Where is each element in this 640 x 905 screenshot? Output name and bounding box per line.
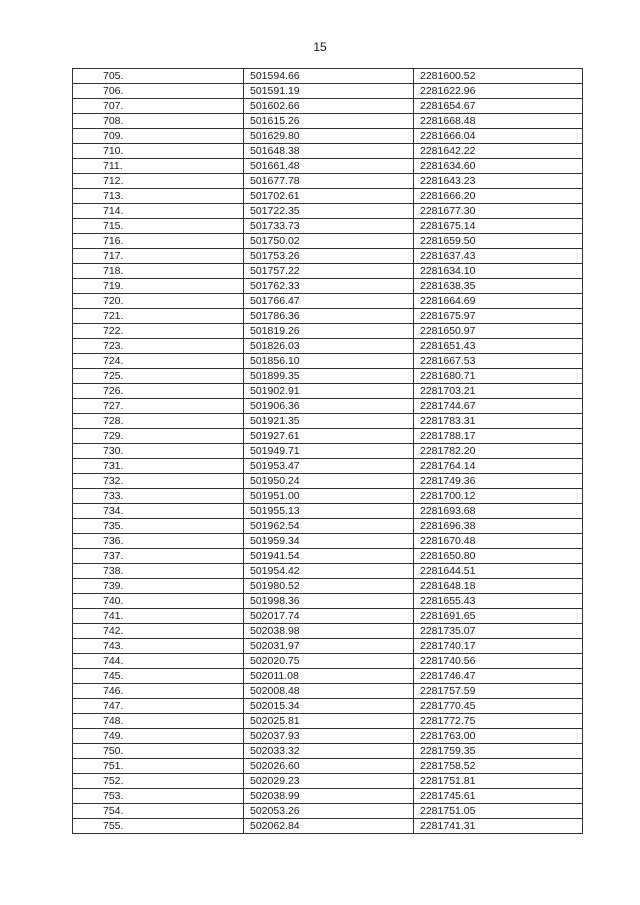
x-coordinate-cell: 502053.26: [244, 804, 414, 819]
x-coordinate-cell: 501819.26: [244, 324, 414, 339]
table-row: [73, 429, 583, 444]
y-coordinate-cell: 2281651.43: [414, 339, 583, 354]
point-number-cell: 729.: [73, 429, 244, 444]
table-row: [73, 384, 583, 399]
y-coordinate-cell: 2281758.52: [414, 759, 583, 774]
table-row: [73, 144, 583, 159]
x-coordinate-cell: 501954.42: [244, 564, 414, 579]
table-row: [73, 789, 583, 804]
table-row: [73, 519, 583, 534]
table-row: [73, 594, 583, 609]
x-coordinate-cell: 501702.61: [244, 189, 414, 204]
point-number-cell: 706.: [73, 84, 244, 99]
x-coordinate-cell: 501959.34: [244, 534, 414, 549]
table-row: [73, 714, 583, 729]
x-coordinate-cell: 502020.75: [244, 654, 414, 669]
table-row: [73, 444, 583, 459]
point-number-cell: 714.: [73, 204, 244, 219]
table-row: [73, 99, 583, 114]
point-number-cell: 747.: [73, 699, 244, 714]
x-coordinate-cell: 501927.61: [244, 429, 414, 444]
y-coordinate-cell: 2281644.51: [414, 564, 583, 579]
x-coordinate-cell: 501722.35: [244, 204, 414, 219]
point-number-cell: 739.: [73, 579, 244, 594]
point-number-cell: 744.: [73, 654, 244, 669]
x-coordinate-cell: 501629.80: [244, 129, 414, 144]
y-coordinate-cell: 2281642.22: [414, 144, 583, 159]
x-coordinate-cell: 502025.81: [244, 714, 414, 729]
x-coordinate-cell: 501980.52: [244, 579, 414, 594]
y-coordinate-cell: 2281745.61: [414, 789, 583, 804]
y-coordinate-cell: 2281749.36: [414, 474, 583, 489]
table-row: [73, 159, 583, 174]
y-coordinate-cell: 2281666.20: [414, 189, 583, 204]
x-coordinate-cell: 501941.54: [244, 549, 414, 564]
table-row: [73, 309, 583, 324]
point-number-cell: 709.: [73, 129, 244, 144]
point-number-cell: 720.: [73, 294, 244, 309]
table-row: [73, 264, 583, 279]
table-row: [73, 69, 583, 84]
point-number-cell: 718.: [73, 264, 244, 279]
point-number-cell: 719.: [73, 279, 244, 294]
y-coordinate-cell: 2281664.69: [414, 294, 583, 309]
table-row: [73, 189, 583, 204]
table-row: [73, 414, 583, 429]
y-coordinate-cell: 2281770.45: [414, 699, 583, 714]
point-number-cell: 725.: [73, 369, 244, 384]
x-coordinate-cell: 501950.24: [244, 474, 414, 489]
point-number-cell: 748.: [73, 714, 244, 729]
x-coordinate-cell: 501826.03: [244, 339, 414, 354]
point-number-cell: 754.: [73, 804, 244, 819]
point-number-cell: 742.: [73, 624, 244, 639]
table-row: [73, 249, 583, 264]
y-coordinate-cell: 2281634.10: [414, 264, 583, 279]
table-row: [73, 549, 583, 564]
table-row: [73, 759, 583, 774]
y-coordinate-cell: 2281764.14: [414, 459, 583, 474]
y-coordinate-cell: 2281666.04: [414, 129, 583, 144]
x-coordinate-cell: 501906.36: [244, 399, 414, 414]
x-coordinate-cell: 501733.73: [244, 219, 414, 234]
point-number-cell: 738.: [73, 564, 244, 579]
x-coordinate-cell: 501902.91: [244, 384, 414, 399]
table-row: [73, 294, 583, 309]
x-coordinate-cell: 502038.98: [244, 624, 414, 639]
point-number-cell: 707.: [73, 99, 244, 114]
table-row: [73, 564, 583, 579]
x-coordinate-cell: 501602.66: [244, 99, 414, 114]
y-coordinate-cell: 2281691.65: [414, 609, 583, 624]
y-coordinate-cell: 2281659.50: [414, 234, 583, 249]
y-coordinate-cell: 2281757.59: [414, 684, 583, 699]
x-coordinate-cell: 502062.84: [244, 819, 414, 834]
y-coordinate-cell: 2281670.48: [414, 534, 583, 549]
table-row: [73, 114, 583, 129]
y-coordinate-cell: 2281746.47: [414, 669, 583, 684]
x-coordinate-cell: 501921.35: [244, 414, 414, 429]
x-coordinate-cell: 501594.66: [244, 69, 414, 84]
table-row: [73, 609, 583, 624]
y-coordinate-cell: 2281622.96: [414, 84, 583, 99]
y-coordinate-cell: 2281650.80: [414, 549, 583, 564]
x-coordinate-cell: 501753.26: [244, 249, 414, 264]
x-coordinate-cell: 502029.23: [244, 774, 414, 789]
y-coordinate-cell: 2281763.00: [414, 729, 583, 744]
x-coordinate-cell: 501591.19: [244, 84, 414, 99]
y-coordinate-cell: 2281751.05: [414, 804, 583, 819]
y-coordinate-cell: 2281783.31: [414, 414, 583, 429]
y-coordinate-cell: 2281655.43: [414, 594, 583, 609]
table-row: [73, 489, 583, 504]
x-coordinate-cell: 501953.47: [244, 459, 414, 474]
x-coordinate-cell: 502031.97: [244, 639, 414, 654]
point-number-cell: 743.: [73, 639, 244, 654]
y-coordinate-cell: 2281675.14: [414, 219, 583, 234]
x-coordinate-cell: 501757.22: [244, 264, 414, 279]
x-coordinate-cell: 502017.74: [244, 609, 414, 624]
table-row: [73, 654, 583, 669]
x-coordinate-cell: 501615.26: [244, 114, 414, 129]
x-coordinate-cell: 502033.32: [244, 744, 414, 759]
y-coordinate-cell: 2281677.30: [414, 204, 583, 219]
x-coordinate-cell: 501949.71: [244, 444, 414, 459]
point-number-cell: 722.: [73, 324, 244, 339]
table-row: [73, 129, 583, 144]
table-row: [73, 219, 583, 234]
table-row: [73, 669, 583, 684]
x-coordinate-cell: 502008.48: [244, 684, 414, 699]
y-coordinate-cell: 2281696.38: [414, 519, 583, 534]
y-coordinate-cell: 2281751.81: [414, 774, 583, 789]
y-coordinate-cell: 2281654.67: [414, 99, 583, 114]
table-row: [73, 324, 583, 339]
point-number-cell: 746.: [73, 684, 244, 699]
x-coordinate-cell: 501762.33: [244, 279, 414, 294]
point-number-cell: 740.: [73, 594, 244, 609]
x-coordinate-cell: 501998.36: [244, 594, 414, 609]
y-coordinate-cell: 2281680.71: [414, 369, 583, 384]
coordinates-table-body: [73, 69, 583, 834]
x-coordinate-cell: 502015.34: [244, 699, 414, 714]
table-row: [73, 399, 583, 414]
page-number: 15: [313, 40, 327, 54]
y-coordinate-cell: 2281638.35: [414, 279, 583, 294]
table-row: [73, 744, 583, 759]
y-coordinate-cell: 2281600.52: [414, 69, 583, 84]
x-coordinate-cell: 502026.60: [244, 759, 414, 774]
x-coordinate-cell: 501951.00: [244, 489, 414, 504]
point-number-cell: 712.: [73, 174, 244, 189]
table-row: [73, 459, 583, 474]
x-coordinate-cell: 501766.47: [244, 294, 414, 309]
y-coordinate-cell: 2281637.43: [414, 249, 583, 264]
point-number-cell: 705.: [73, 69, 244, 84]
table-row: [73, 279, 583, 294]
y-coordinate-cell: 2281740.56: [414, 654, 583, 669]
table-row: [73, 354, 583, 369]
point-number-cell: 741.: [73, 609, 244, 624]
table-row: [73, 504, 583, 519]
table-row: [73, 729, 583, 744]
point-number-cell: 737.: [73, 549, 244, 564]
table-row: [73, 774, 583, 789]
x-coordinate-cell: 501677.78: [244, 174, 414, 189]
x-coordinate-cell: 501750.02: [244, 234, 414, 249]
point-number-cell: 710.: [73, 144, 244, 159]
point-number-cell: 728.: [73, 414, 244, 429]
x-coordinate-cell: 501856.10: [244, 354, 414, 369]
point-number-cell: 750.: [73, 744, 244, 759]
point-number-cell: 713.: [73, 189, 244, 204]
x-coordinate-cell: 501661.48: [244, 159, 414, 174]
table-row: [73, 624, 583, 639]
x-coordinate-cell: 501648.38: [244, 144, 414, 159]
table-row: [73, 369, 583, 384]
x-coordinate-cell: 502037.93: [244, 729, 414, 744]
y-coordinate-cell: 2281693.68: [414, 504, 583, 519]
point-number-cell: 708.: [73, 114, 244, 129]
y-coordinate-cell: 2281668.48: [414, 114, 583, 129]
point-number-cell: 735.: [73, 519, 244, 534]
table-row: [73, 699, 583, 714]
point-number-cell: 711.: [73, 159, 244, 174]
point-number-cell: 716.: [73, 234, 244, 249]
point-number-cell: 732.: [73, 474, 244, 489]
table-row: [73, 339, 583, 354]
point-number-cell: 730.: [73, 444, 244, 459]
table-row: [73, 534, 583, 549]
point-number-cell: 751.: [73, 759, 244, 774]
table-row: [73, 234, 583, 249]
point-number-cell: 753.: [73, 789, 244, 804]
point-number-cell: 717.: [73, 249, 244, 264]
table-row: [73, 684, 583, 699]
table-row: [73, 819, 583, 834]
table-row: [73, 804, 583, 819]
y-coordinate-cell: 2281740.17: [414, 639, 583, 654]
table-row: [73, 174, 583, 189]
point-number-cell: 727.: [73, 399, 244, 414]
y-coordinate-cell: 2281788.17: [414, 429, 583, 444]
point-number-cell: 724.: [73, 354, 244, 369]
table-row: [73, 639, 583, 654]
y-coordinate-cell: 2281735.07: [414, 624, 583, 639]
point-number-cell: 731.: [73, 459, 244, 474]
y-coordinate-cell: 2281741.31: [414, 819, 583, 834]
y-coordinate-cell: 2281667.53: [414, 354, 583, 369]
point-number-cell: 734.: [73, 504, 244, 519]
y-coordinate-cell: 2281643.23: [414, 174, 583, 189]
y-coordinate-cell: 2281759.35: [414, 744, 583, 759]
point-number-cell: 723.: [73, 339, 244, 354]
point-number-cell: 726.: [73, 384, 244, 399]
x-coordinate-cell: 501786.36: [244, 309, 414, 324]
x-coordinate-cell: 501962.54: [244, 519, 414, 534]
y-coordinate-cell: 2281634.60: [414, 159, 583, 174]
x-coordinate-cell: 502038.99: [244, 789, 414, 804]
table-row: [73, 204, 583, 219]
point-number-cell: 736.: [73, 534, 244, 549]
table-row: [73, 579, 583, 594]
y-coordinate-cell: 2281772.75: [414, 714, 583, 729]
y-coordinate-cell: 2281703.21: [414, 384, 583, 399]
point-number-cell: 745.: [73, 669, 244, 684]
y-coordinate-cell: 2281675.97: [414, 309, 583, 324]
point-number-cell: 715.: [73, 219, 244, 234]
y-coordinate-cell: 2281700.12: [414, 489, 583, 504]
point-number-cell: 721.: [73, 309, 244, 324]
y-coordinate-cell: 2281650.97: [414, 324, 583, 339]
y-coordinate-cell: 2281782.20: [414, 444, 583, 459]
table-row: [73, 84, 583, 99]
point-number-cell: 752.: [73, 774, 244, 789]
table-row: [73, 474, 583, 489]
point-number-cell: 749.: [73, 729, 244, 744]
x-coordinate-cell: 502011.08: [244, 669, 414, 684]
x-coordinate-cell: 501899.35: [244, 369, 414, 384]
y-coordinate-cell: 2281744.67: [414, 399, 583, 414]
coordinates-table: [72, 68, 583, 834]
y-coordinate-cell: 2281648.18: [414, 579, 583, 594]
x-coordinate-cell: 501955.13: [244, 504, 414, 519]
point-number-cell: 755.: [73, 819, 244, 834]
point-number-cell: 733.: [73, 489, 244, 504]
